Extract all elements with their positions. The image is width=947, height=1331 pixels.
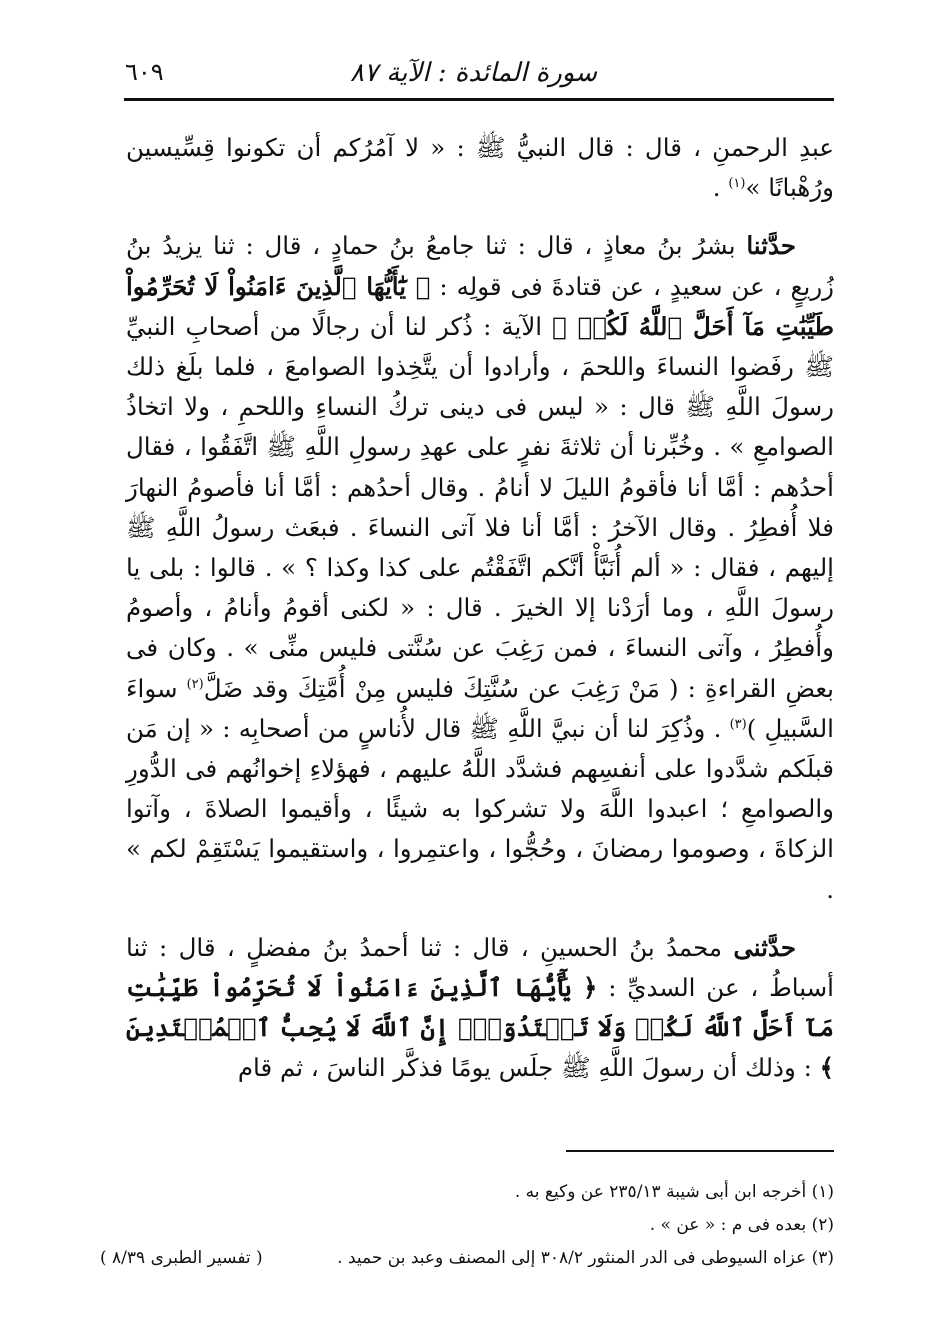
footnote-ref-2: (٢)	[186, 676, 204, 692]
p2-text-1: بشرُ بنُ معاذٍ ، قال : ثنا جامعُ بنُ حمادٍ ، قال : ثنا يزيدُ بنُ زُريعٍ ، عن سعيدٍ ، عن قتادةَ فى قولِه :	[126, 231, 834, 301]
paragraph-1	[126, 128, 834, 208]
footnotes	[100, 1176, 834, 1275]
p2-text-3: سواءَ السَّبيلِ )	[126, 673, 834, 743]
p1-end: .	[712, 173, 729, 203]
p3-text-2: : وذلك أن رسولَ اللَّهِ ﷺ جلَس يومًا فذكَّر الناسَ ، ثم قام	[237, 1053, 820, 1083]
p3-quran-verse: ﴿ يَٰٓأَيُّهَا ٱلَّذِينَ ءَامَنُواْ لَا تُحَرِّمُواْ طَيِّبَٰتِ مَآ أَحَلَّ ٱللَّهُ لَكُمۡ وَلَا تَعۡتَدُوٓاْۚ إِنَّ ٱللَّهَ لَا يُحِبُّ ٱلۡمُعۡتَدِينَ ﴾	[126, 973, 834, 1083]
footnote-3: (٣) عزاه السيوطى فى الدر المنثور ٣٠٨/٢ إلى المصنف وعبد بن حميد .	[337, 1248, 834, 1268]
p2-text-2: الآية : ذُكر لنا أن رجالًا من أصحابِ النبيِّ ﷺ رفَضوا النساءَ واللحمَ ، وأرادوا أن يتَّخِذوا الصوامعَ ، فلما بلَغ ذلك رسولَ اللَّهِ ﷺ قال : « ليس فى دينى تركُ النساءِ واللحمِ ، ولا اتخاذُ الصوامعِ » . وخُبِّرنا أن ثلاثةَ نفرٍ على عهدِ رسولِ اللَّهِ ﷺ اتَّفَقُوا ، فقال أحدُهم : أمَّا أنا فأقومُ الليلَ لا أنامُ . وقال أحدُهم : أمَّا أنا فأصومُ النهارَ فلا أُفطِرُ . وقال الآخرُ : أمَّا أنا فلا آتى النساءَ . فبعَث رسولُ اللَّهِ ﷺ إليهم ، فقال : « ألم أُنَبَّأْ أنَّكم اتَّفَقْتُم على كذا وكذا ؟ » . قالوا : بلى يا رسولَ اللَّهِ ، وما أرَدْنا إلا الخيرَ . قال : « لكنى أقومُ وأنامُ ، وأصومُ وأُفطِرُ ، وآتى النساءَ ، فمن رَغِبَ عن سُنَّتى فليس منِّى » . وكان فى بعضِ القراءةِ : ( مَنْ رَغِبَ عن سُنَّتِكَ فليس مِنْ أُمَّتِكَ وقد ضَلَّ	[126, 311, 834, 703]
p1-text: عبدِ الرحمنِ ، قال : قال النبيُّ ﷺ : « لا آمُرُكم أن تكونوا قِسِّيسين ورُهْبانًا »	[126, 133, 834, 203]
p2-quran-verse: ﴿ يَٰٓأَيُّهَا ٱلَّذِينَ ءَامَنُواْ لَا تُحَرِّمُواْ طَيِّبَٰتِ مَآ أَحَلَّ ٱللَّهُ لَكُمۡ ﴾	[126, 271, 834, 341]
p3-text-1: محمدُ بنُ الحسينِ ، قال : ثنا أحمدُ بنُ مفضلٍ ، قال : ثنا أسباطُ ، عن السديِّ :	[126, 932, 834, 1003]
footnote-ref-1: (١)	[728, 176, 746, 192]
footnote-rule	[566, 1150, 834, 1152]
footnote-1: (١) أخرجه ابن أبى شيبة ٢٣٥/١٣ عن وكيع به .	[514, 1182, 834, 1202]
paragraph-2	[126, 226, 834, 909]
p3-lead: حدَّثنى	[733, 932, 796, 962]
source-reference: ( تفسير الطبرى ٨/٣٩ )	[100, 1248, 263, 1268]
paragraph-3	[126, 928, 834, 1089]
p2-lead: حدَّثنا	[746, 231, 796, 261]
running-header	[125, 52, 822, 98]
main-text	[126, 128, 834, 1107]
header-rule	[124, 98, 834, 101]
footnote-ref-3: (٣)	[729, 716, 747, 732]
page-number: ٦٠٩	[125, 58, 164, 86]
footnote-2: (٢) بعده فى م : « عن » .	[649, 1215, 834, 1235]
p2-text-4: . وذُكِرَ لنا أن نبيَّ اللَّهِ ﷺ قال لأُناسٍ من أصحابِه : « إن مَن قبلَكم شدَّدوا على أنفسِهم فشدَّد اللَّهُ عليهم ، فهؤلاءِ إخوانُهم فى الدُّورِ والصوامعِ ؛ اعبدوا اللَّهَ ولا تشركوا به شيئًا ، وأقيموا الصلاةَ ، وآتوا الزكاةَ ، وصوموا رمضانَ ، وحُجُّوا ، واعتمِروا ، واستقيموا يَسْتَقِمْ لكم » .	[126, 713, 834, 904]
header-title: سورة المائدة : الآية ٨٧	[350, 58, 597, 88]
